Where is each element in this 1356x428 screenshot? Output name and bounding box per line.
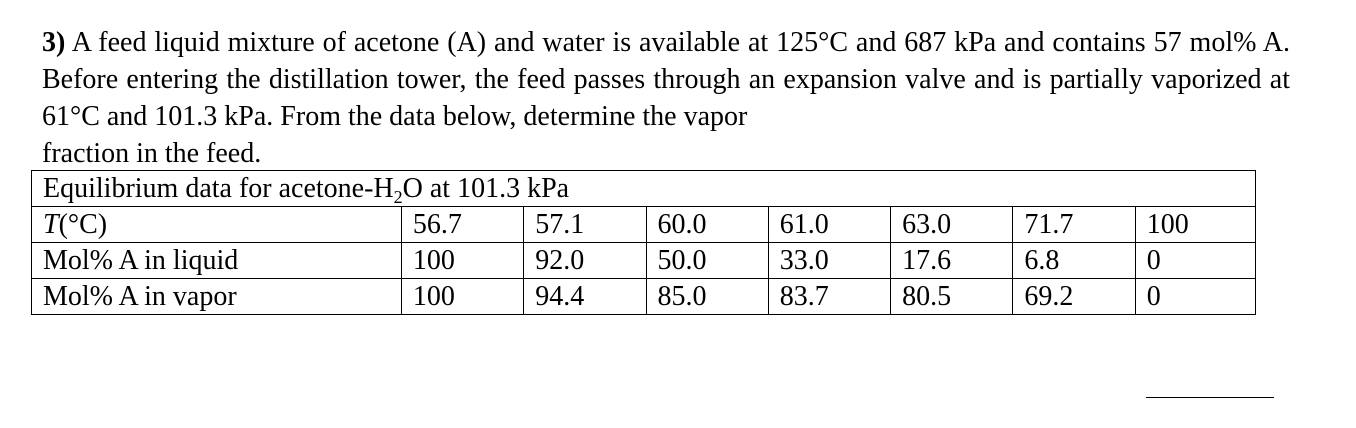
table-cell: 0 xyxy=(1135,243,1255,279)
problem-statement xyxy=(42,24,1290,172)
table-cell: 100 xyxy=(401,279,523,315)
table-row-liquid xyxy=(32,243,1256,279)
table-cell: 6.8 xyxy=(1013,243,1135,279)
row-label-temperature: T(°C) xyxy=(32,207,402,243)
table-cell: 69.2 xyxy=(1013,279,1135,315)
table-cell: 100 xyxy=(401,243,523,279)
table-cell: 61.0 xyxy=(768,207,890,243)
table-cell: 94.4 xyxy=(524,279,646,315)
table-cell: 0 xyxy=(1135,279,1255,315)
table-cell: 56.7 xyxy=(401,207,523,243)
table-cell: 63.0 xyxy=(891,207,1013,243)
table-caption: Equilibrium data for acetone-$H_2O$ at 101.3 kPa xyxy=(32,171,1256,207)
equilibrium-data-table xyxy=(31,170,1256,315)
answer-underline xyxy=(1146,397,1274,398)
table-row-temperature xyxy=(32,207,1256,243)
table-cell: 50.0 xyxy=(646,243,768,279)
caption-subscript: 2 xyxy=(393,187,403,207)
problem-line-3: and is partially vaporized at 61°C and 101.3 kPa. From the data below, determine the vapor xyxy=(42,64,1290,132)
table-cell: 92.0 xyxy=(524,243,646,279)
problem-line-4: fraction in the feed. xyxy=(42,138,262,169)
table-cell: 17.6 xyxy=(891,243,1013,279)
row-label-liquid: Mol% A in liquid xyxy=(32,243,402,279)
table-cell: 33.0 xyxy=(768,243,890,279)
table-cell: 100 xyxy=(1135,207,1255,243)
table-caption-row xyxy=(32,171,1256,207)
table-cell: 83.7 xyxy=(768,279,890,315)
table-cell: 71.7 xyxy=(1013,207,1135,243)
problem-line-2: 57 mol% A. Before entering the distillation tower, the feed passes through an expansion valve xyxy=(42,27,1291,95)
table-cell: 57.1 xyxy=(524,207,646,243)
problem-line-1: A feed liquid mixture of acetone (A) and water is available at 125°C and 687 kPa and contains xyxy=(65,27,1146,58)
table-cell: 85.0 xyxy=(646,279,768,315)
table-cell: 60.0 xyxy=(646,207,768,243)
table-cell: 80.5 xyxy=(891,279,1013,315)
table-row-vapor xyxy=(32,279,1256,315)
problem-number: 3) xyxy=(42,27,66,58)
row-label-vapor: Mol% A in vapor xyxy=(32,279,402,315)
